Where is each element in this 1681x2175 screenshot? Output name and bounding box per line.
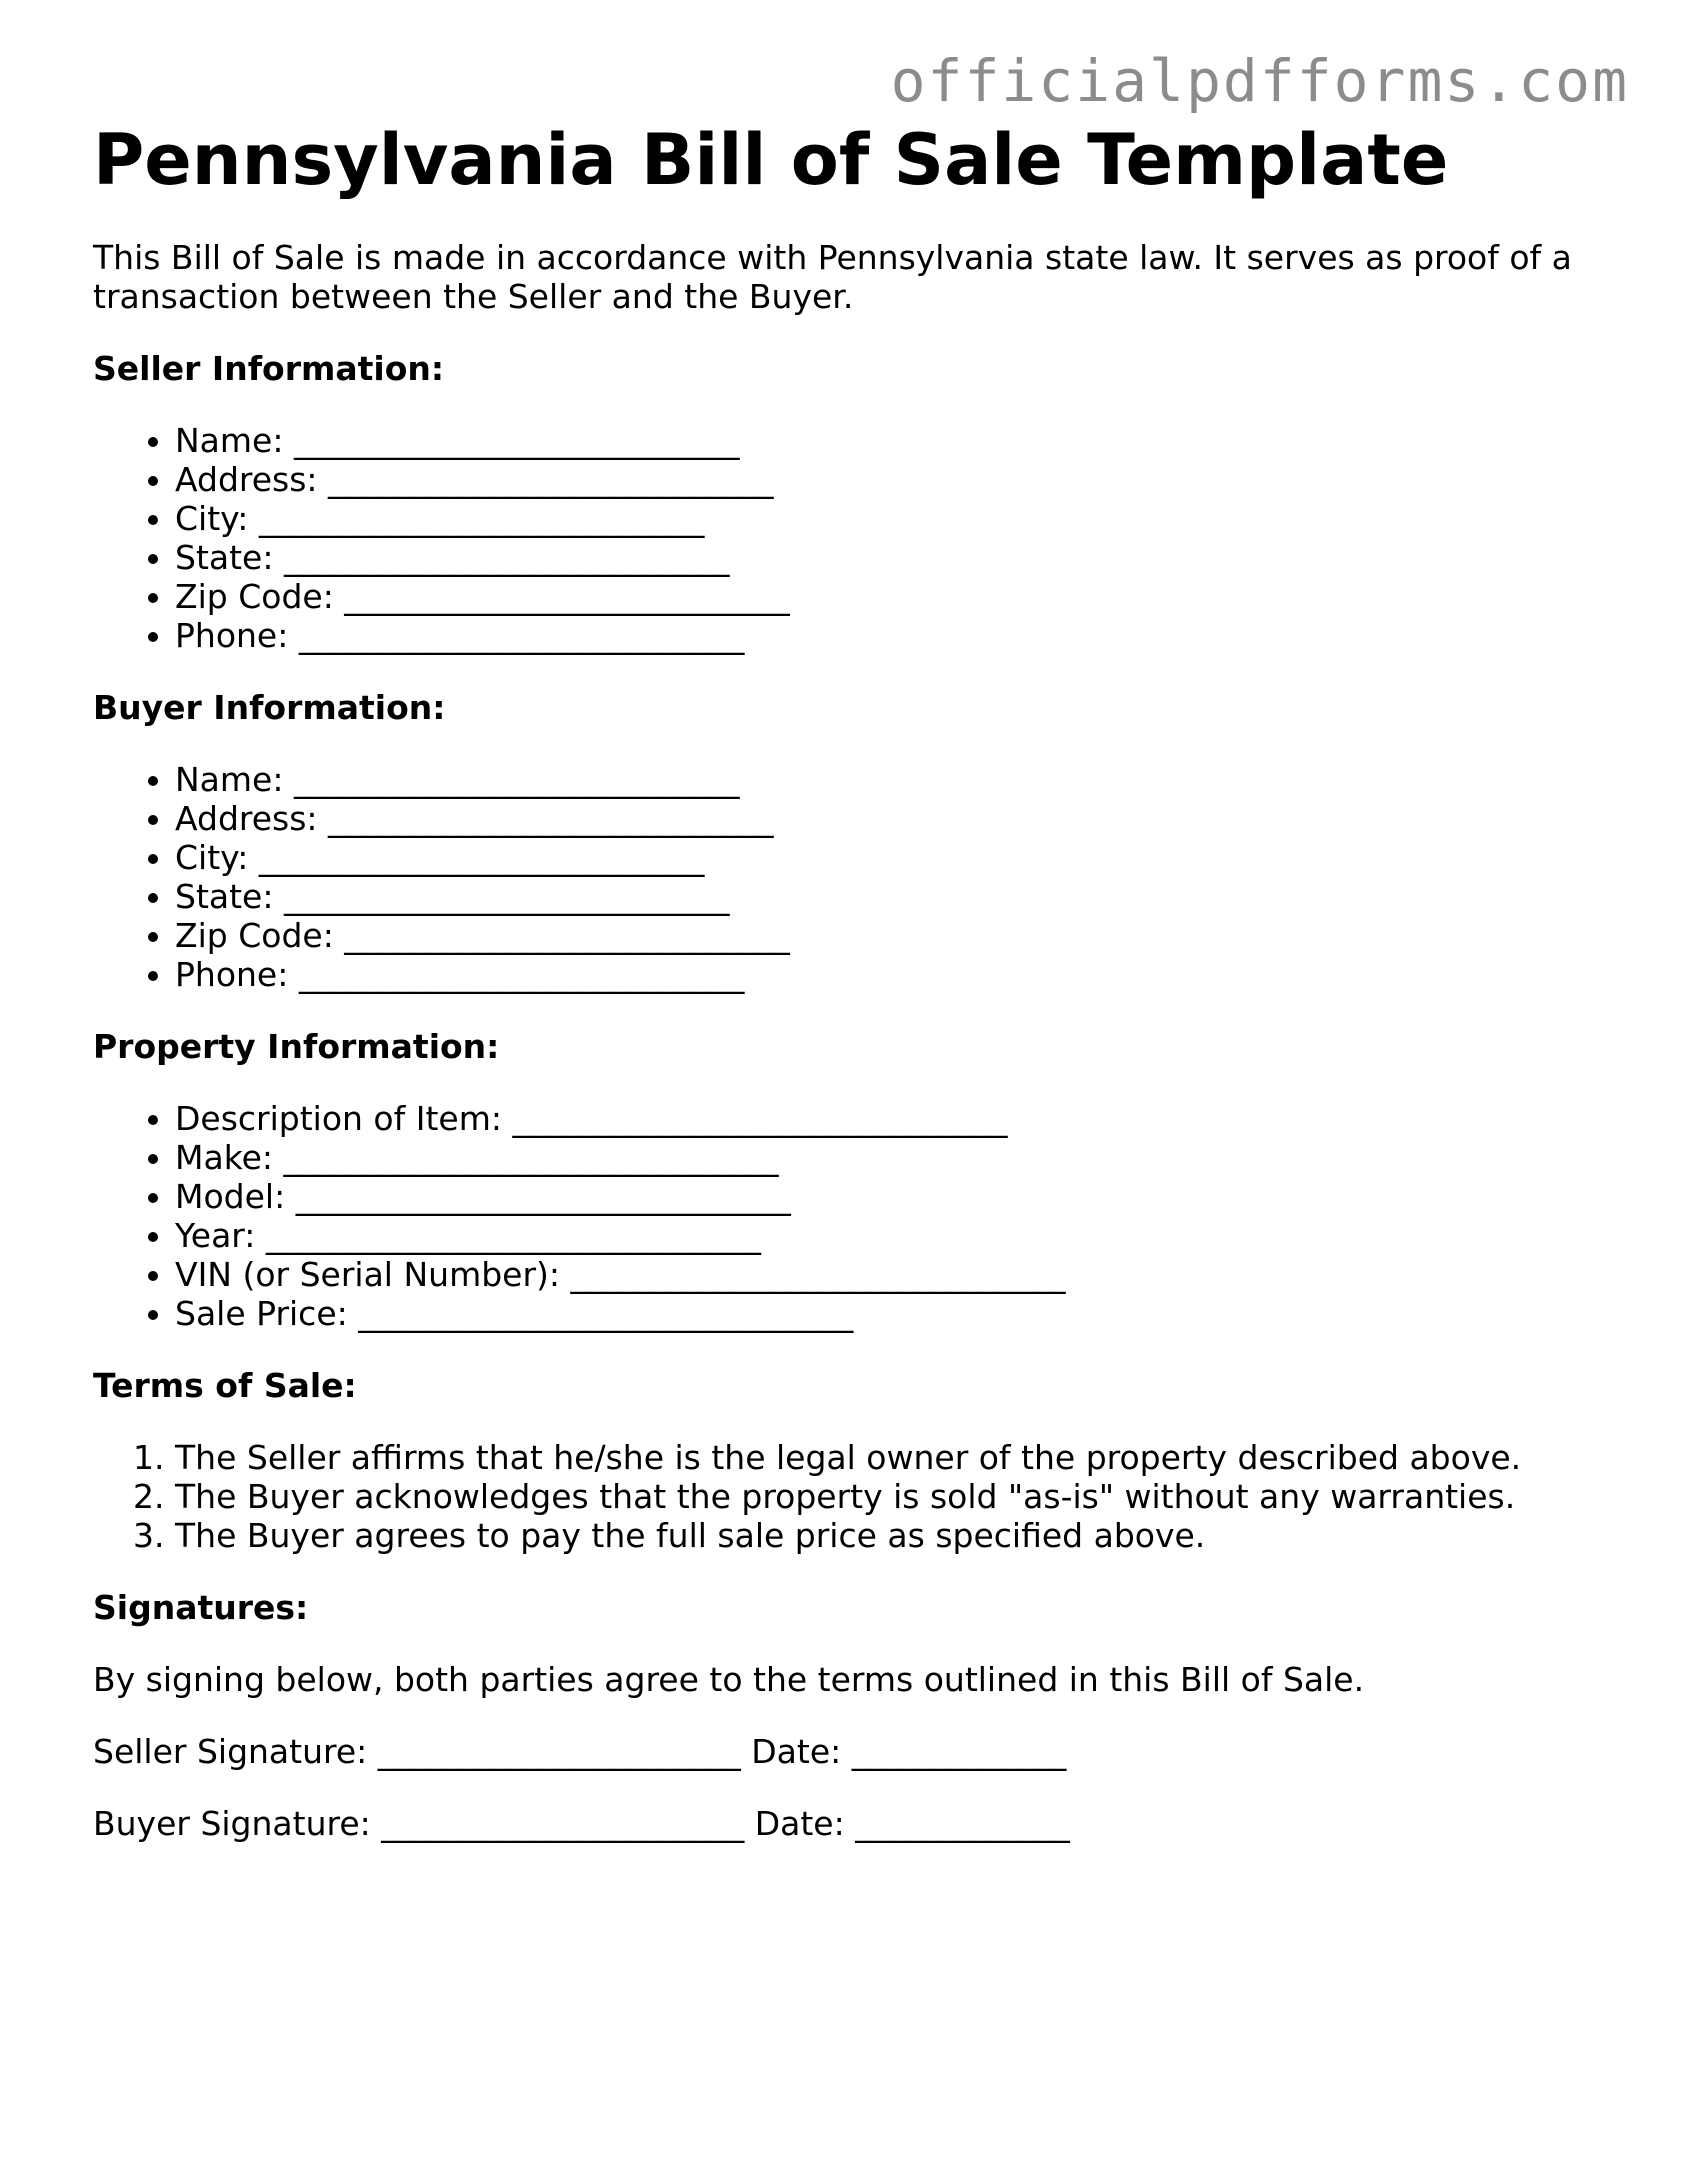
seller-name-field[interactable]: • Name: ___________________________ — [175, 421, 1623, 460]
property-vin-field[interactable]: • VIN (or Serial Number): ______________________________ — [175, 1255, 1623, 1294]
term-item: 2. The Buyer acknowledges that the property is sold "as-is" without any warranties. — [175, 1477, 1623, 1516]
property-fields-list — [93, 1099, 1623, 1333]
property-make-field[interactable]: • Make: ______________________________ — [175, 1138, 1623, 1177]
property-model-field[interactable]: • Model: ______________________________ — [175, 1177, 1623, 1216]
property-description-field[interactable]: • Description of Item: ______________________________ — [175, 1099, 1623, 1138]
buyer-zip-field[interactable]: • Zip Code: ___________________________ — [175, 916, 1623, 955]
property-heading: Property Information: — [93, 1027, 500, 1066]
terms-list — [93, 1438, 1623, 1555]
seller-signature-line[interactable]: Seller Signature: ______________________ Date: _____________ — [93, 1732, 1067, 1771]
signatures-heading: Signatures: — [93, 1588, 309, 1627]
seller-address-field[interactable]: • Address: ___________________________ — [175, 460, 1623, 499]
property-year-field[interactable]: • Year: ______________________________ — [175, 1216, 1623, 1255]
intro-paragraph: This Bill of Sale is made in accordance with Pennsylvania state law. It serves as proof of a transaction between the Seller and the Buyer. — [93, 238, 1572, 316]
seller-phone-field[interactable]: • Phone: ___________________________ — [175, 616, 1623, 655]
seller-state-field[interactable]: • State: ___________________________ — [175, 538, 1623, 577]
property-price-field[interactable]: • Sale Price: ______________________________ — [175, 1294, 1623, 1333]
buyer-fields-list — [93, 760, 1623, 994]
buyer-name-field[interactable]: • Name: ___________________________ — [175, 760, 1623, 799]
buyer-address-field[interactable]: • Address: ___________________________ — [175, 799, 1623, 838]
buyer-heading: Buyer Information: — [93, 688, 446, 727]
seller-heading: Seller Information: — [93, 349, 445, 388]
page-title: Pennsylvania Bill of Sale Template — [93, 119, 1449, 201]
seller-zip-field[interactable]: • Zip Code: ___________________________ — [175, 577, 1623, 616]
document-body — [93, 118, 1623, 1843]
seller-fields-list — [93, 421, 1623, 655]
watermark: officialpdfforms.com — [890, 47, 1629, 115]
terms-heading: Terms of Sale: — [93, 1366, 357, 1405]
buyer-state-field[interactable]: • State: ___________________________ — [175, 877, 1623, 916]
term-item: 3. The Buyer agrees to pay the full sale price as specified above. — [175, 1516, 1623, 1555]
buyer-phone-field[interactable]: • Phone: ___________________________ — [175, 955, 1623, 994]
signatures-intro: By signing below, both parties agree to the terms outlined in this Bill of Sale. — [93, 1660, 1365, 1699]
buyer-signature-line[interactable]: Buyer Signature: ______________________ Date: _____________ — [93, 1804, 1070, 1843]
buyer-city-field[interactable]: • City: ___________________________ — [175, 838, 1623, 877]
term-item: 1. The Seller affirms that he/she is the legal owner of the property described above. — [175, 1438, 1623, 1477]
seller-city-field[interactable]: • City: ___________________________ — [175, 499, 1623, 538]
